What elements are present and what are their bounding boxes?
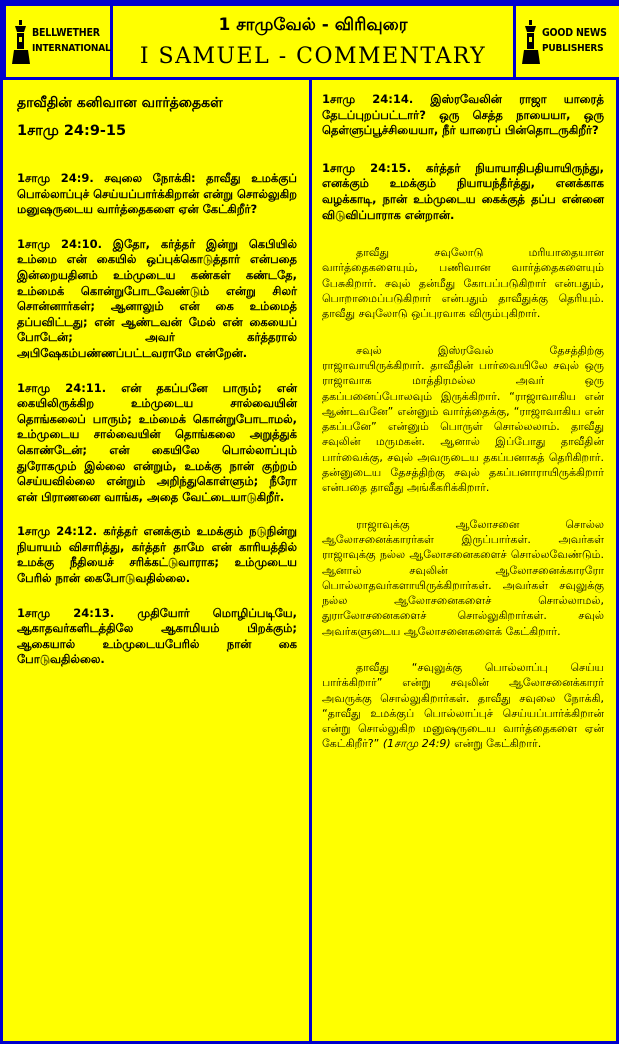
verse-paragraph: 1சாமு 24:15. கர்த்தர் நியாயாதிபதியாயிருந்து, எனக்கும் உமக்கும் நியாயந்தீர்த்து, எனக்காக வழக்காடி, நான் உம்முடைய கைக்குத் தப்ப என்னை விடுவிப்பாராக என்றான். — [322, 160, 604, 222]
logo-line-1: BELLWETHER — [32, 27, 100, 39]
section-reference: 1சாமு 24:9-15 — [17, 123, 127, 139]
good-news-logo — [522, 18, 615, 68]
title-english: I SAMUEL - COMMENTARY — [139, 44, 487, 69]
bellwether-logo — [12, 18, 111, 68]
commentary-tail: என்று கேட்கிறார். — [450, 737, 542, 751]
verse-paragraph: 1சாமு 24:12. கர்த்தர் எனக்கும் உமக்கும் நடுநின்று நியாயம் விசாரித்து, கர்த்தர் தாமே என் காரியத்தில் உமக்கு நீதியைச் சரிக்கட்டுவாராக; உம்முடைய பேரில் நான் கைபோடுவதில்லை. — [17, 524, 297, 586]
header — [0, 0, 619, 80]
verse-paragraph: 1சாமு 24:10. இதோ, கர்த்தர் இன்று கெபியில் உம்மை என் கையில் ஒப்புக்கொடுத்தார் என்பதை இன்றையதினம் உம்முடைய கண்கள் கண்டதே, உம்மைக் கொன்றுபோடவேண்டும் என்று சிலர் சொன்னார்கள்; ஆனாலும் என் கை உம்மைத் தப்பவிட்டது; என் ஆண்டவன் மேல் என் கையைப் போடேன்; அவர் கர்த்தரால் அபிஷேகம்பண்ணப்பட்டவராமே என்றேன். — [17, 236, 297, 360]
section-heading: தாவீதின் கனிவான வார்த்தைகள் — [17, 95, 223, 111]
inline-reference: (1சாமு 24:9) — [382, 737, 451, 751]
right-column — [309, 80, 619, 1044]
commentary-paragraph: சவுல் இஸ்ரவேல் தேசத்திற்கு ராஜாவாயிருக்கிறார். தாவீதின் பார்வையிலே சவுல் ஒரு ராஜாவாக மாத்திரமல்ல அவர் ஒரு தகப்பனைப்போலவும் இருக்கிறார். “ராஜாவாகிய என் ஆண்டவனே” என்னும் வார்த்தைக்கு, “ராஜாவாகிய என் தகப்பனே” என்னும் பொருள் சொல்லலாம். தாவீது சவுலின் மருமகன். ஆனால் இப்போது தாவீதின் பார்வைக்கு, சவுல் அவருடைய தகப்பனாகத் தெரிகிறார். தன்னுடைய தேசத்திற்கு சவுல் தகப்பனாராயிருக்கிறார் என்பதை தாவீது அங்கீகரிக்கிறார். — [322, 343, 604, 495]
bellwether-logo-box — [6, 6, 110, 77]
verse-paragraph: 1சாமு 24:13. முதியோர் மொழிப்படியே, ஆகாதவர்களிடத்திலே ஆகாமியம் பிறக்கும்; ஆகையால் உம்முடையபேரில் நான் கை போடுவதில்லை. — [17, 605, 297, 667]
verse-paragraph: 1சாமு 24:9. சவுலை நோக்கி: தாவீது உமக்குப் பொல்லாப்புச் செய்யப்பார்க்கிறான் என்று சொல்லுகிற மனுஷருடைய வார்த்தைகளை ஏன் கேட்கிறீர்? — [17, 171, 297, 217]
logo-line-1: GOOD NEWS — [542, 27, 607, 39]
logo-line-2: PUBLISHERS — [542, 43, 604, 54]
left-column — [0, 80, 312, 1044]
good-news-logo-box — [516, 6, 619, 77]
commentary-paragraph: தாவீது சவுலோடு மரியாதையான வார்த்தைகளையும், பணிவான வார்த்தைகளையும் பேசுகிறார். சவுல் தன்மீது கோபப்படுகிறார் என்பதும், பொறாமைப்படுகிறார் என்பதும் தாவீதுக்கு தெரியும். தாவீது சவுலோடு ஒப்புரவாக விரும்புகிறார். — [322, 246, 604, 321]
verse-paragraph: 1சாமு 24:14. இஸ்ரவேலின் ராஜா யாரைத் தேடப்புறப்பட்டார்? ஒரு செத்த நாயையா, ஒரு தெள்ளுப்பூச்சியையா, நீர் யாரைப் பின்தொடருகிறீர்? — [322, 92, 604, 138]
bell-tower-icon — [522, 20, 540, 64]
bell-tower-icon — [12, 20, 30, 64]
title-box — [113, 6, 513, 77]
commentary-paragraph: ராஜாவுக்கு ஆலோசனை சொல்ல ஆலோசனைக்காரர்கள் இருப்பார்கள். அவர்கள் ராஜாவுக்கு நல்ல ஆலோசனைகளைச் சொல்லவேண்டும். ஆனால் சவுலின் ஆலோசனைக்காரரோ பொல்லாதவர்களாயிருக்கிறார்கள். அவர்கள் சவுலுக்கு நல்ல ஆலோசனைகளைச் சொல்லாமல், துராலோசனைகளைச் சொல்லுகிறார்கள். சவுல் அவர்களுடைய ஆலோசனைகளைக் கேட்கிறார். — [322, 517, 604, 638]
commentary-text: தாவீது “சவுலுக்கு பொல்லாப்பு செய்ய பார்க்கிறார்” என்று சவுலின் ஆலோசனைக்காரர் அவருக்கு சொல்லுகிறார்கள். தாவீது சவுலை நோக்கி, “தாவீது உமக்குப் பொல்லாப்புச் செய்யப்பார்க்கிறான் என்று சொல்லுகிற மனுஷருடைய வார்த்தைகளை ஏன் கேட்கிறீர்?” — [322, 660, 604, 751]
logo-line-2: INTERNATIONAL — [32, 43, 111, 54]
commentary-paragraph-last — [322, 660, 604, 752]
verse-paragraph: 1சாமு 24:11. என் தகப்பனே பாரும்; என் கையிலிருக்கிற உம்முடைய சால்வையின் தொங்கலைப் பாரும்; உம்மைக் கொன்றுபோடாமல், உம்முடைய சால்வையின் தொங்கலை அறுத்துக் கொண்டேன்; என் கையிலே பொல்லாப்பும் துரோகமும் இல்லை என்றும், உமக்கு நான் குற்றம் செய்யவில்லை என்றும் அறிந்துகொள்ளும்; நீரோ என் பிராணனை வாங்க, அதை வேட்டையாடுகிறீர். — [17, 380, 297, 504]
title-tamil: 1 சாமுவேல் - விரிவுரை — [218, 15, 408, 35]
